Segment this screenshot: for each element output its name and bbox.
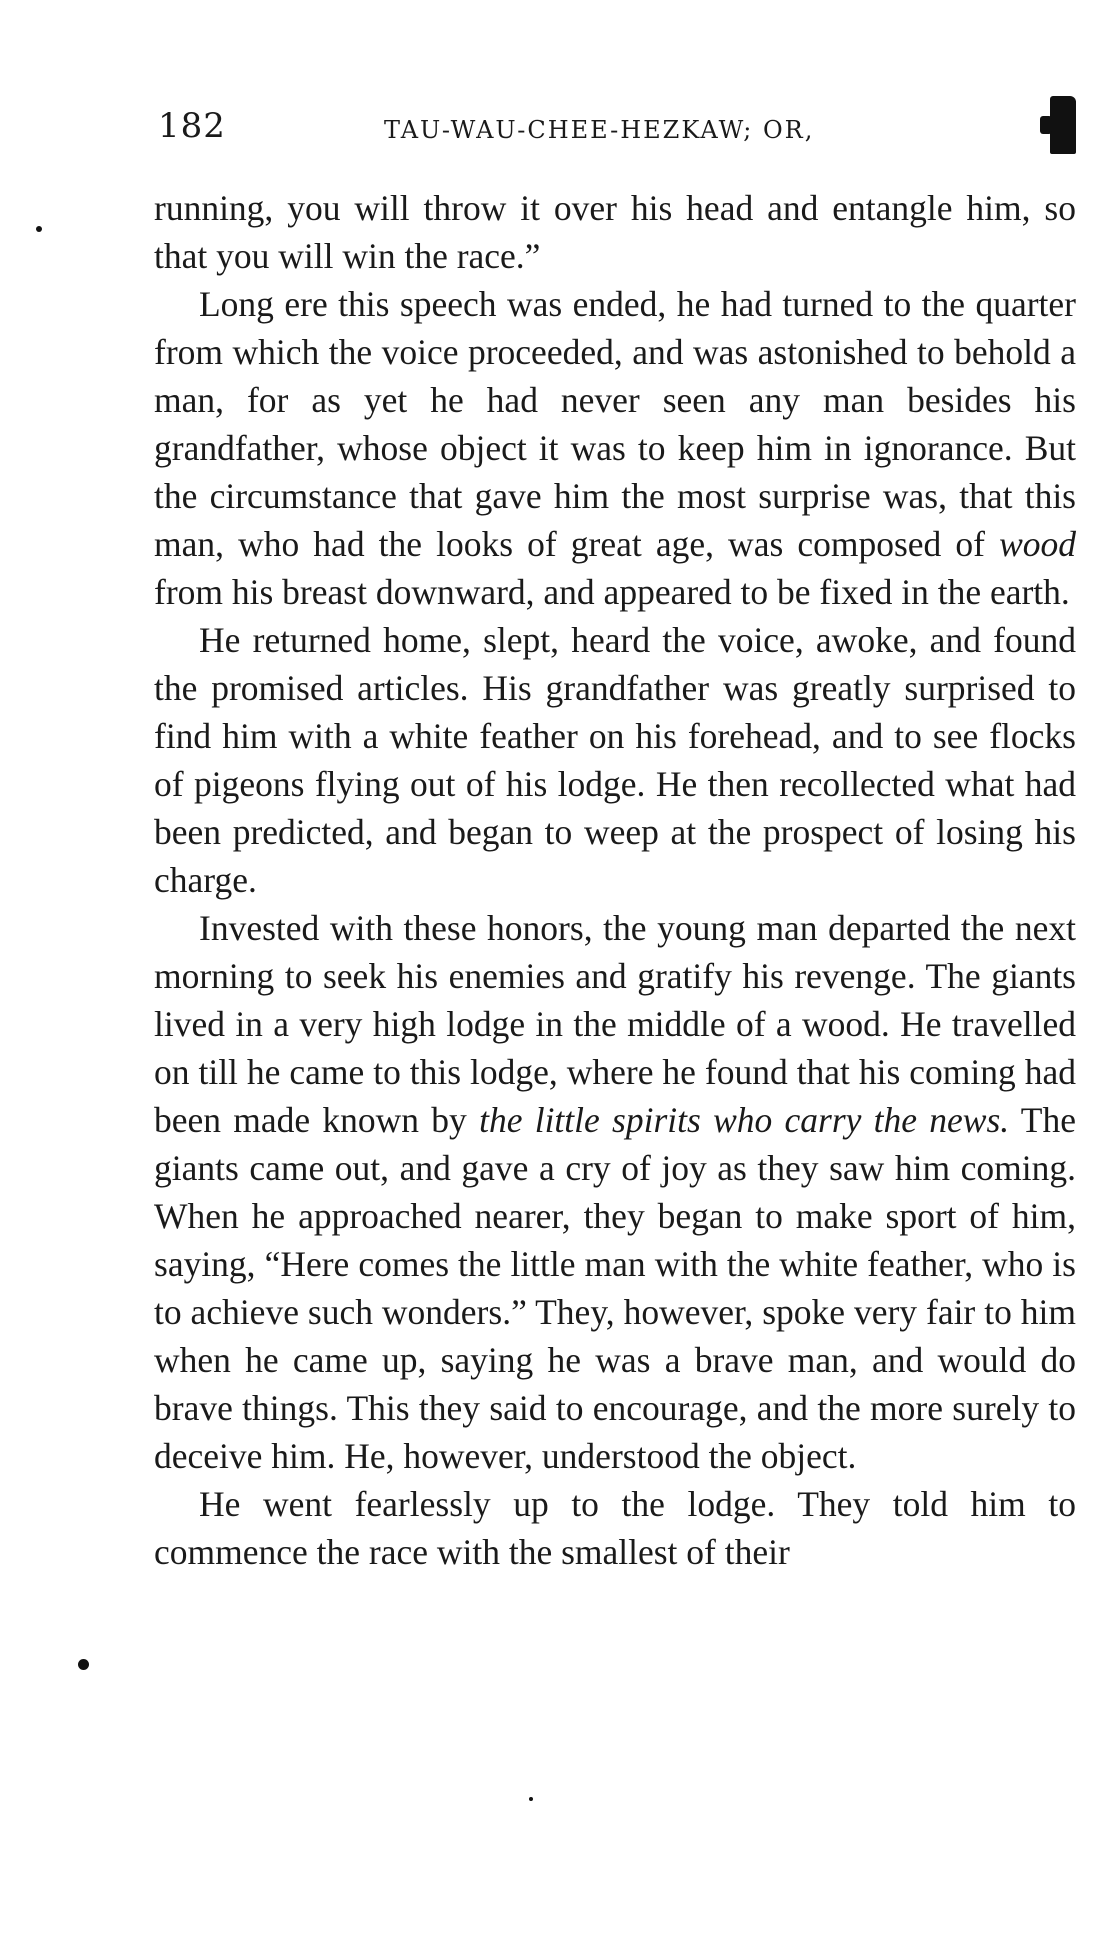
text-run: He returned home, slept, heard the voice, awoke, and found the promised articles. His grandfather was greatly surprised to find him with a white feather on his forehead, and to see flocks of pigeons flying out of his lodge. He then recollected what had been predicted, and began to weep at the prospect of losing his charge. xyxy=(154,620,1076,900)
text-run: Long ere this speech was ended, he had turned to the quarter from which the voice proceeded, and was astonished to behold a man, for as yet he had never seen any man besides his grandfather, whose object it was to keep him in ignorance. But the circumstance that gave him the most surprise was, that this man, who had the looks of great age, was composed of xyxy=(154,284,1076,564)
page-number: 182 xyxy=(158,106,226,146)
text-run: Invested with these honors, the young man departed the next morning to seek his enemies and gratify his revenge. The giants lived in a very high lodge in the middle of a wood. He travelled on till he came to this lodge, where he found that his coming had been made known by xyxy=(154,908,1076,1140)
text-run: from his breast downward, and appeared to be fixed in the earth. xyxy=(154,572,1070,612)
ink-speck-icon xyxy=(36,226,42,232)
paragraph-p5 xyxy=(154,1480,1076,1576)
paragraph-p1 xyxy=(154,184,1076,280)
paragraph-p3 xyxy=(154,616,1076,904)
body-text xyxy=(154,184,1076,1576)
text-run: The giants came out, and gave a cry of joy as they saw him coming. When he approached nearer, they began to make sport of him, saying, “Here comes the little man with the white feather, who is to achieve such wonders.” They, however, spoke very fair to him when he came up, saying he was a brave man, and would do brave things. This they said to encourage, and the more surely to deceive him. He, however, understood the object. xyxy=(154,1100,1076,1476)
ink-speck-icon xyxy=(78,1659,89,1670)
printer-mark-icon xyxy=(1050,96,1076,154)
text-run: He went fearlessly up to the lodge. They told him to commence the race with the smallest of their xyxy=(154,1484,1076,1572)
paragraph-p4 xyxy=(154,904,1076,1480)
ink-speck-icon xyxy=(529,1797,533,1801)
italic-text: the little spirits who carry the news. xyxy=(479,1100,1010,1140)
text-run: running, you will throw it over his head and entangle him, so that you will win the race.” xyxy=(154,188,1076,276)
italic-text: wood xyxy=(999,524,1076,564)
running-head: TAU-WAU-CHEE-HEZKAW; OR, xyxy=(384,116,815,144)
page-header xyxy=(158,106,1076,156)
paragraph-p2 xyxy=(154,280,1076,616)
